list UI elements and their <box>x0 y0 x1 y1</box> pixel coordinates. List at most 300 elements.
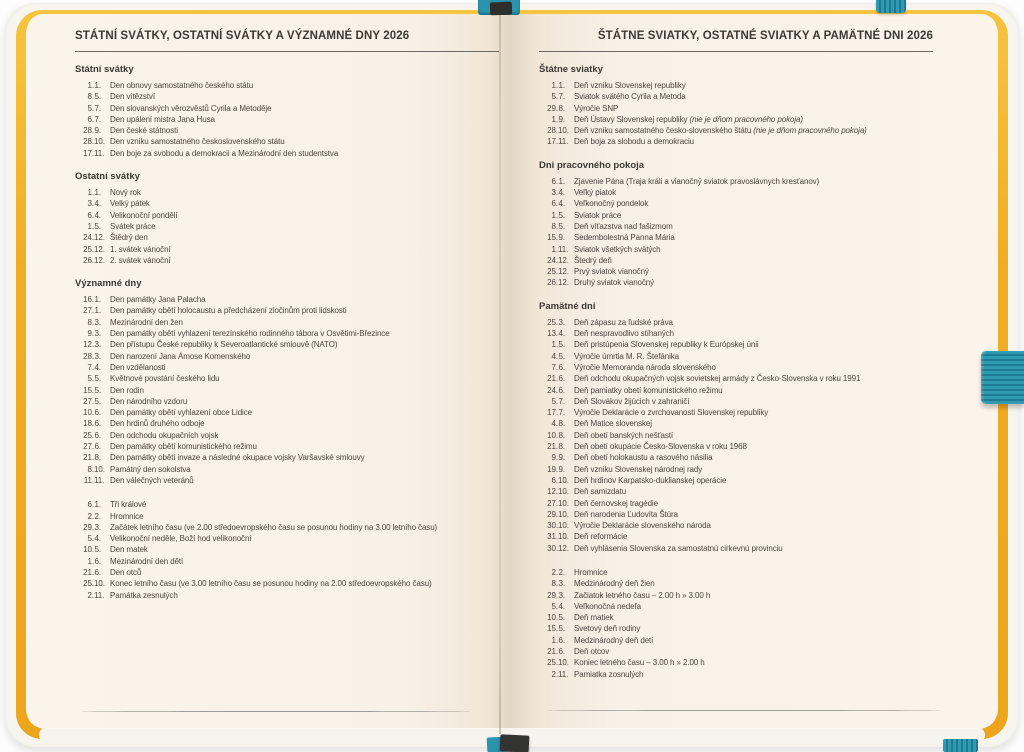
holiday-name: Deň odchodu okupačných vojsk sovietskej armády z Česko-Slovenska v roku 1991 <box>574 374 861 384</box>
day-number: 30. <box>547 521 558 531</box>
day-number: 9. <box>551 453 558 463</box>
holiday-row <box>75 578 499 589</box>
holiday-row <box>539 244 933 255</box>
month-number: 6. <box>94 419 101 429</box>
holiday-row <box>539 669 933 680</box>
day-number: 21. <box>547 442 558 452</box>
day-number: 1. <box>87 81 94 90</box>
day-number: 17. <box>83 148 94 158</box>
holiday-row <box>75 522 499 533</box>
day-number: 5. <box>551 92 558 102</box>
holiday-name: Den vzdělanosti <box>110 362 166 372</box>
day-number: 12. <box>83 340 94 350</box>
holiday-row <box>539 396 933 407</box>
holiday-row <box>539 277 933 288</box>
holiday-name: Deň samizdatu <box>574 487 627 497</box>
holiday-row <box>75 125 499 136</box>
holiday-name: Deň reformácie <box>574 532 628 542</box>
holiday-name: Konec letního času (ve 3.00 letního času se posunou hodiny na 2.00 středoevropského času) <box>110 579 432 589</box>
month-number: 7. <box>558 408 565 418</box>
month-number: 5. <box>558 210 565 220</box>
holiday-name: Výročie Deklarácie o zvrchovanosti Slovenskej republiky <box>574 408 769 418</box>
day-number: 5. <box>87 374 94 384</box>
holiday-row <box>75 328 499 339</box>
month-number: 11. <box>558 669 569 679</box>
holiday-row <box>539 176 933 187</box>
holiday-name: Štedrý deň <box>574 255 612 265</box>
footer-rule <box>546 710 942 711</box>
holiday-name: Den obnovy samostatného českého státu <box>110 81 254 90</box>
day-number: 29. <box>83 522 94 532</box>
holiday-name: Deň nespravodlivo stíhaných <box>574 329 675 339</box>
holiday-row <box>539 509 933 520</box>
month-number: 12. <box>558 267 569 277</box>
holiday-name: Deň otcov <box>574 647 610 657</box>
month-number: 8. <box>94 453 101 463</box>
holiday-name: Začátek letního času (ve 2.00 středoevropského času se posunou hodiny na 3.00 letního času) <box>110 522 438 532</box>
month-number: 11. <box>558 244 569 254</box>
holiday-name: Den památky obětí invaze a následné okupace vojsky Varšavské smlouvy <box>110 453 365 463</box>
day-number: 27. <box>83 442 94 452</box>
day-number: 26. <box>547 278 558 288</box>
day-number: 24. <box>83 233 94 243</box>
month-number: 10. <box>558 532 569 542</box>
day-number: 9. <box>87 329 94 339</box>
month-number: 12. <box>94 233 105 243</box>
day-number: 28. <box>83 351 94 361</box>
holiday-name: Mezinárodní den žen <box>110 317 183 327</box>
holiday-row <box>75 396 499 407</box>
holiday-row <box>539 612 933 623</box>
month-number: 10. <box>558 487 569 497</box>
holiday-row <box>539 210 933 221</box>
day-number: 6. <box>551 199 558 209</box>
month-number: 11. <box>558 137 569 147</box>
month-number: 4. <box>94 210 101 220</box>
elastic-band-right <box>981 351 1024 404</box>
month-number: 11. <box>94 475 105 485</box>
holiday-name: Deň vzniku Slovenskej republiky <box>574 81 686 90</box>
day-number: 1. <box>87 556 94 566</box>
month-number: 4. <box>558 188 565 198</box>
holiday-row <box>539 91 933 102</box>
month-number: 9. <box>558 464 565 474</box>
holiday-row <box>539 543 933 554</box>
holiday-name: Deň obetí okupácie Česko-Slovenska v roku 1968 <box>574 442 747 452</box>
holiday-name: Deň vzniku samostatného česko-slovenského štátu (nie je dňom pracovného pokoja) <box>574 126 867 136</box>
holiday-row <box>539 464 933 475</box>
holiday-sections <box>75 64 499 601</box>
holiday-row <box>75 362 499 373</box>
month-number: 12. <box>558 255 569 265</box>
month-number: 1. <box>558 176 565 186</box>
holiday-name: Deň obetí banských nešťastí <box>574 430 674 440</box>
holiday-section <box>75 171 499 266</box>
holiday-row <box>539 452 933 463</box>
bookmark-ribbon-shadow <box>490 2 512 16</box>
holiday-row <box>75 533 499 544</box>
holiday-name: Deň matiek <box>574 613 614 623</box>
month-number: 3. <box>558 590 565 600</box>
holiday-name: Sviatok všetkých svätých <box>574 244 661 254</box>
month-number: 5. <box>558 340 565 350</box>
day-number: 2. <box>87 590 94 600</box>
day-number: 11. <box>83 475 94 485</box>
day-number: 5. <box>87 103 94 113</box>
holiday-section <box>75 64 499 159</box>
day-number: 29. <box>547 509 558 519</box>
elastic-band-top <box>876 0 906 13</box>
holiday-row <box>75 452 499 463</box>
page-title: STÁTNÍ SVÁTKY, OSTATNÍ SVÁTKY A VÝZNAMNÉ DNY 2026 <box>75 30 410 42</box>
day-number: 24. <box>547 385 558 395</box>
day-number: 25. <box>83 244 94 254</box>
day-number: 25. <box>83 430 94 440</box>
holiday-name: Medzinárodný deň žien <box>574 579 655 589</box>
month-number: 10. <box>558 509 569 519</box>
holiday-name: Deň pristúpenia Slovenskej republiky k Európskej únii <box>574 340 759 350</box>
month-number: 6. <box>558 635 565 645</box>
day-number: 17. <box>547 137 558 147</box>
holiday-name: Zjavenie Pána (Traja králi a vianočný sviatok pravoslávnych kresťanov) <box>574 176 820 186</box>
day-number: 6. <box>87 210 94 220</box>
holiday-name: Hromnice <box>574 567 608 577</box>
holiday-row <box>539 103 933 114</box>
day-number: 12. <box>547 487 558 497</box>
holiday-row <box>75 511 499 522</box>
footer-rule <box>80 711 472 712</box>
page-right-content <box>539 30 933 680</box>
day-number: 27. <box>83 396 94 406</box>
holiday-row <box>75 430 499 441</box>
day-number: 1. <box>87 188 94 198</box>
holiday-name: Velikonoční neděle, Boží hod velikonoční <box>110 534 252 544</box>
day-number: 21. <box>547 374 558 384</box>
holiday-row <box>75 244 499 255</box>
holiday-name: Prvý sviatok vianočný <box>574 267 649 277</box>
title-rule <box>539 51 933 52</box>
month-number: 11. <box>94 590 105 600</box>
title-rule <box>75 51 499 52</box>
holiday-row <box>539 317 933 328</box>
month-number: 8. <box>558 442 565 452</box>
day-number: 10. <box>547 430 558 440</box>
holiday-name: Medzinárodný deň detí <box>574 635 654 645</box>
holiday-name: Deň Matice slovenskej <box>574 419 652 429</box>
holiday-row <box>75 305 499 316</box>
holiday-name: Začiatok letného času – 2.00 h » 3.00 h <box>574 590 711 600</box>
day-number: 5. <box>551 601 558 611</box>
holiday-name: Deň narodenia Ľudovíta Štúra <box>574 509 678 519</box>
holiday-name: Deň Ústavy Slovenskej republiky (nie je dňom pracovného pokoja) <box>574 114 803 124</box>
holiday-name: Mezinárodní den dětí <box>110 556 184 566</box>
month-number: 6. <box>558 374 565 384</box>
month-number: 5. <box>558 351 565 361</box>
month-number: 4. <box>558 199 565 209</box>
day-number: 6. <box>87 500 94 510</box>
holiday-name: Výročie Deklarácie slovenského národa <box>574 521 711 531</box>
month-number: 3. <box>94 522 101 532</box>
holiday-row <box>75 232 499 243</box>
month-number: 10. <box>94 464 105 474</box>
holiday-name: Veľkonočný pondelok <box>574 199 649 209</box>
day-number: 21. <box>547 647 558 657</box>
holiday-row <box>75 114 499 125</box>
holiday-row <box>75 464 499 475</box>
day-number: 7. <box>551 362 558 372</box>
holiday-name: Památný den sokolstva <box>110 464 191 474</box>
holiday-row <box>75 373 499 384</box>
day-number: 2. <box>551 567 558 577</box>
day-number: 1. <box>551 340 558 350</box>
holiday-name: Výročie úmrtia M. R. Štefánika <box>574 351 680 361</box>
day-number: 5. <box>551 396 558 406</box>
month-number: 7. <box>558 396 565 406</box>
month-number: 3. <box>94 329 101 339</box>
month-number: 1. <box>94 81 101 90</box>
day-number: 13. <box>547 329 558 339</box>
holiday-name: Den boje za svobodu a demokracii a Mezinárodní den studentstva <box>110 148 339 158</box>
holiday-name: Velký pátek <box>110 199 150 209</box>
month-number: 1. <box>94 500 101 510</box>
holiday-name: Den vzniku samostatného československého státu <box>110 137 285 147</box>
month-number: 7. <box>94 114 101 124</box>
holiday-name: 2. svátek vánoční <box>110 255 171 265</box>
bookmark-ribbon-top <box>478 0 520 15</box>
holiday-section <box>539 64 933 148</box>
holiday-name: Deň vyhlásenia Slovenska za samostatnú cirkevnú provinciu <box>574 543 783 553</box>
holiday-row <box>539 531 933 542</box>
day-number: 28. <box>83 126 94 136</box>
holiday-row <box>539 351 933 362</box>
holiday-name: Tři králové <box>110 500 147 510</box>
month-number: 9. <box>558 453 565 463</box>
day-number: 19. <box>547 464 558 474</box>
holiday-row <box>75 91 499 102</box>
holiday-row <box>75 544 499 555</box>
holiday-row <box>539 373 933 384</box>
holiday-name: Den vítězství <box>110 92 155 102</box>
holiday-name: Deň boja za slobodu a demokraciu <box>574 137 694 147</box>
holiday-name: Květnové povstání českého lidu <box>110 374 220 384</box>
month-number: 1. <box>94 306 101 316</box>
day-number: 18. <box>83 419 94 429</box>
month-number: 10. <box>558 498 569 508</box>
holiday-row <box>539 520 933 531</box>
holiday-row <box>539 80 933 91</box>
holiday-row <box>539 623 933 634</box>
holiday-name: Deň hrdinov Karpatsko-duklianskej operácie <box>574 475 727 485</box>
month-number: 5. <box>558 624 565 634</box>
holiday-row <box>539 418 933 429</box>
day-number: 25. <box>547 267 558 277</box>
holiday-row <box>75 499 499 510</box>
day-number: 10. <box>83 408 94 418</box>
day-number: 10. <box>547 613 558 623</box>
holiday-name: Den památky Jana Palacha <box>110 295 206 305</box>
holiday-row <box>539 266 933 277</box>
holiday-name: Den památky obětí vyhlazení obce Lidice <box>110 408 252 418</box>
holiday-row <box>539 657 933 668</box>
month-number: 10. <box>94 137 105 147</box>
holiday-row <box>75 385 499 396</box>
holiday-row <box>539 385 933 396</box>
month-number: 6. <box>94 408 101 418</box>
day-number: 30. <box>547 543 558 553</box>
holiday-name: Den památky obětí holocaustu a předcházení zločinům proti lidskosti <box>110 306 347 316</box>
day-number: 16. <box>83 295 94 305</box>
page-left-content <box>75 30 499 601</box>
month-number: 1. <box>94 188 101 198</box>
month-number: 5. <box>558 613 565 623</box>
holiday-name: Den české státnosti <box>110 126 178 136</box>
month-number: 10. <box>558 521 569 531</box>
holiday-name: Den upálení mistra Jana Husa <box>110 114 215 124</box>
day-number: 2. <box>87 511 94 521</box>
holiday-row <box>75 198 499 209</box>
month-number: 4. <box>558 601 565 611</box>
day-number: 21. <box>83 567 94 577</box>
holiday-row <box>539 114 933 125</box>
month-number: 12. <box>94 255 105 265</box>
holiday-row <box>75 475 499 486</box>
month-number: 6. <box>94 556 101 566</box>
section-heading: Štátne sviatky <box>539 64 603 75</box>
holiday-row <box>75 556 499 567</box>
holiday-row <box>539 136 933 147</box>
holiday-row <box>539 221 933 232</box>
day-number: 8. <box>87 92 94 102</box>
month-number: 2. <box>558 567 565 577</box>
day-number: 8. <box>87 464 94 474</box>
holiday-row <box>539 498 933 509</box>
month-number: 12. <box>558 543 569 553</box>
day-number: 17. <box>547 408 558 418</box>
holiday-row <box>539 430 933 441</box>
month-number: 3. <box>94 340 101 350</box>
day-number: 7. <box>87 362 94 372</box>
month-number: 5. <box>94 545 101 555</box>
day-number: 15. <box>547 624 558 634</box>
month-number: 5. <box>94 92 101 102</box>
holiday-row <box>75 187 499 198</box>
holiday-name: Svetový deň rodiny <box>574 624 641 634</box>
day-number: 6. <box>551 475 558 485</box>
day-number: 21. <box>83 453 94 463</box>
day-number: 2. <box>551 669 558 679</box>
day-number: 24. <box>547 255 558 265</box>
holiday-row <box>75 255 499 266</box>
day-number: 5. <box>87 534 94 544</box>
day-number: 31. <box>547 532 558 542</box>
holiday-name: Deň obetí holokaustu a rasového násilia <box>574 453 713 463</box>
holiday-name: Den památky obětí komunistického režimu <box>110 442 257 452</box>
day-number: 1. <box>551 210 558 220</box>
holiday-row <box>75 590 499 601</box>
holiday-name: Den matek <box>110 545 148 555</box>
month-number: 7. <box>558 92 565 102</box>
month-number: 8. <box>558 430 565 440</box>
month-number: 8. <box>558 103 565 113</box>
holiday-row <box>75 221 499 232</box>
holiday-row <box>75 441 499 452</box>
month-number: 3. <box>558 579 565 589</box>
month-number: 6. <box>94 567 101 577</box>
month-number: 5. <box>94 221 101 231</box>
month-number: 3. <box>94 351 101 361</box>
day-number: 25. <box>547 658 558 668</box>
holiday-name: Den válečných veteránů <box>110 475 194 485</box>
month-number: 10. <box>558 126 569 136</box>
holiday-row <box>539 198 933 209</box>
holiday-row <box>75 136 499 147</box>
day-number: 1. <box>551 114 558 124</box>
holiday-row <box>539 601 933 612</box>
holiday-section <box>75 278 499 486</box>
holiday-row <box>539 255 933 266</box>
holiday-name: Deň víťazstva nad fašizmom <box>574 221 673 231</box>
day-number: 3. <box>551 188 558 198</box>
day-number: 29. <box>547 590 558 600</box>
holiday-row <box>539 125 933 136</box>
day-number: 29. <box>547 103 558 113</box>
day-number: 28. <box>547 126 558 136</box>
holiday-row <box>539 362 933 373</box>
holiday-row <box>539 475 933 486</box>
holiday-section <box>539 160 933 289</box>
day-number: 10. <box>83 545 94 555</box>
spine-gutter <box>499 8 501 734</box>
day-number: 25. <box>83 579 94 589</box>
day-number: 4. <box>551 351 558 361</box>
month-number: 1. <box>94 295 101 305</box>
holiday-name: Sviatok svätého Cyrila a Metoda <box>574 92 686 102</box>
day-number: 15. <box>83 385 94 395</box>
month-number: 11. <box>94 148 105 158</box>
page-title: ŠTÁTNE SVIATKY, OSTATNÉ SVIATKY A PAMÄTNÉ DNI 2026 <box>597 30 933 42</box>
holiday-row <box>75 103 499 114</box>
holiday-name: Deň Slovákov žijúcich v zahraničí <box>574 396 690 406</box>
holiday-name: Velikonoční pondělí <box>110 210 178 220</box>
holiday-name: Deň černovskej tragédie <box>574 498 658 508</box>
day-number: 3. <box>87 199 94 209</box>
elastic-band-bottom <box>943 739 978 752</box>
month-number: 5. <box>558 221 565 231</box>
month-number: 12. <box>558 278 569 288</box>
day-number: 8. <box>87 317 94 327</box>
day-number: 6. <box>87 114 94 124</box>
holiday-row <box>75 339 499 350</box>
day-number: 27. <box>547 498 558 508</box>
holiday-name: Den přístupu České republiky k Severoatlantické smlouvě (NATO) <box>110 340 338 350</box>
holiday-note: (nie je dňom pracovného pokoja) <box>751 126 867 136</box>
holiday-name: Den památky obětí vyhlazení terezínského rodinného tábora v Osvětimi-Březince <box>110 329 390 339</box>
holiday-name: Deň pamiatky obetí komunistického režimu <box>574 385 723 395</box>
day-number: 27. <box>83 306 94 316</box>
month-number: 10. <box>94 579 105 589</box>
day-number: 25. <box>547 317 558 327</box>
holiday-name: Sviatok práce <box>574 210 622 220</box>
month-number: 3. <box>558 317 565 327</box>
month-number: 1. <box>558 81 565 90</box>
holiday-name: Pamiatka zosnulých <box>574 669 644 679</box>
holiday-name: Den národního vzdoru <box>110 396 188 406</box>
month-number: 9. <box>558 233 565 243</box>
holiday-section <box>75 499 499 601</box>
holiday-name: Den rodin <box>110 385 144 395</box>
month-number: 7. <box>94 103 101 113</box>
month-number: 4. <box>94 534 101 544</box>
